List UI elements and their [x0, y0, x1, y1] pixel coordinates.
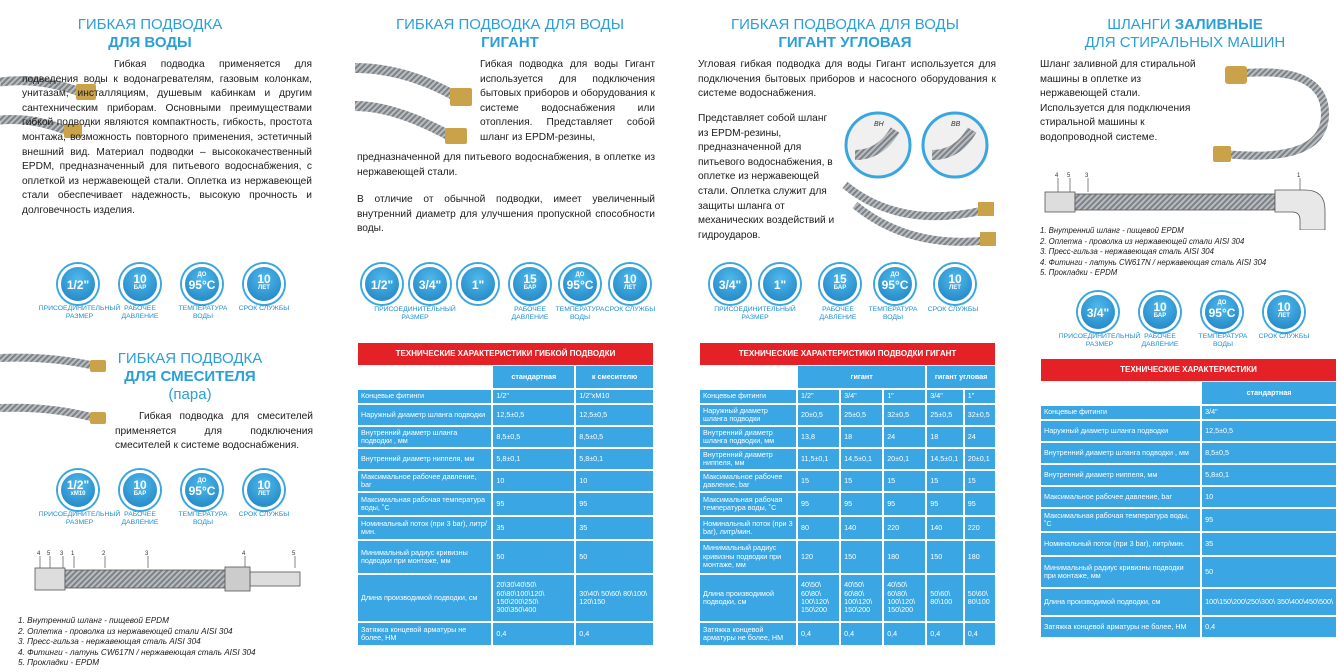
- table-cell: 35: [1202, 533, 1336, 555]
- table-cell: 15: [884, 471, 925, 491]
- table-row: [358, 541, 653, 573]
- svg-text:5: 5: [47, 551, 51, 557]
- col4-legend-item: 1. Внутренний шланг - пищевой EPDM: [1040, 226, 1184, 235]
- table-cell: 25±0,5: [841, 405, 882, 425]
- table-cell: 3/4": [841, 390, 882, 403]
- badge: [458, 264, 498, 304]
- table-cell: 5,8±0,1: [493, 449, 574, 469]
- table-row-label: Минимальный радиус кривизны подводки при монтаже, мм: [700, 541, 796, 573]
- table-cell: 15: [965, 471, 995, 491]
- badge-unit: ЛЕТ: [258, 491, 270, 497]
- svg-text:1: 1: [1297, 173, 1301, 179]
- col3-description2: Представляет собой шланг из EPDM-резины, предназначенной для питьевого водоснабжения, в оплетке из нержавеющей стали. Оплетка служит для защиты шланга от механических воздействий и гидроударов.: [698, 113, 835, 241]
- col4-description: Шланг заливной для стиральной машины в оплетке из нержавеющей стали. Используется для подключения стиральной машины к водопроводной системе.: [1040, 59, 1196, 143]
- badge-value: 1/2": [66, 278, 90, 292]
- table-cell: 40\50\ 60\80\ 100\120\ 150\200: [798, 575, 839, 621]
- img-label-vv: ВВ: [951, 121, 961, 128]
- table-cell: 95: [1202, 509, 1336, 531]
- badge-label: ПРИСОЕДИНИТЕЛЬНЫЙ РАЗМЕР: [38, 305, 121, 320]
- badge-value: 95°С: [1208, 306, 1236, 320]
- badge: [560, 264, 600, 304]
- table-cell: 140: [841, 517, 882, 539]
- table-cell: 0,4: [965, 623, 995, 645]
- table-row: [358, 575, 653, 621]
- table-row: [358, 449, 653, 469]
- table-row: [700, 575, 995, 621]
- col3-table-title: ТЕХНИЧЕСКИЕ ХАРАКТЕРИСТИКИ ПОДВОДКИ ГИГАНТ: [700, 343, 995, 365]
- badge-unit: ДО: [197, 272, 207, 278]
- table-row: [358, 623, 653, 645]
- table-row-label: Номинальный поток (при 3 bar), литр/мин.: [700, 517, 796, 539]
- col1-legend-item: 2. Оплетка - проволка из нержавеющей стали AISI 304: [18, 626, 233, 636]
- col4-table-title: ТЕХНИЧЕСКИЕ ХАРАКТЕРИСТИКИ: [1041, 359, 1336, 381]
- table-header-cell: [358, 366, 491, 388]
- col2-table-title: ТЕХНИЧЕСКИЕ ХАРАКТЕРИСТИКИ ГИБКОЙ ПОДВОДКИ: [358, 343, 653, 365]
- badge-label: СРОК СЛУЖБЫ: [238, 511, 290, 518]
- table-row: [700, 449, 995, 469]
- badge-unit: ДО: [1217, 300, 1227, 306]
- badge: [182, 264, 222, 304]
- table-cell: 11,5±0,1: [798, 449, 839, 469]
- hose-image-angle: [840, 110, 1000, 260]
- badge-label: ПРИСОЕДИНИТЕЛЬНЫЙ РАЗМЕР: [374, 306, 456, 321]
- table-row: [700, 390, 995, 403]
- table-row-label: Максимальное рабочее давление, bar: [358, 471, 491, 491]
- table-row-label: Номинальный поток (при 3 bar), литр/мин.: [358, 517, 491, 539]
- col4-legend-item: 3. Пресс-гильза - нержавеющая сталь AISI 304: [1040, 247, 1214, 257]
- table-cell: 24: [965, 427, 995, 447]
- badge-unit: ЛЕТ: [949, 285, 961, 291]
- hose-image-mixer: [0, 346, 110, 446]
- badge-label: СРОК СЛУЖБЫ: [238, 305, 290, 312]
- badge-label: СРОК СЛУЖБЫ: [927, 306, 979, 313]
- svg-text:4: 4: [242, 551, 246, 557]
- badge: [610, 264, 650, 304]
- col1-legend: [18, 616, 318, 669]
- table-cell: 15: [798, 471, 839, 491]
- svg-text:5: 5: [292, 551, 296, 557]
- table-cell: 50: [493, 541, 574, 573]
- table-cell: 50: [1202, 557, 1336, 587]
- table-cell: 10: [576, 471, 653, 491]
- badge-label: РАБОЧЕЕ ДАВЛЕНИЕ: [819, 306, 857, 321]
- table-row: [358, 493, 653, 515]
- table-cell: 35: [493, 517, 574, 539]
- table-cell: 95: [965, 493, 995, 515]
- table-cell: 50: [576, 541, 653, 573]
- col2-title: [370, 16, 650, 52]
- table-cell: 20±0,1: [965, 449, 995, 469]
- table-cell: 50\60\ 80\100: [927, 575, 963, 621]
- table-row-label: Затяжка концевой арматуры не более, НМ: [358, 623, 491, 645]
- table-header-cell: [1041, 382, 1200, 404]
- table-cell: 95: [841, 493, 882, 515]
- svg-text:3: 3: [145, 551, 149, 557]
- table-header-row: [358, 366, 653, 388]
- hose-cross-section-col4: [1040, 170, 1338, 230]
- badge: [1140, 292, 1180, 332]
- table-header-cell: [700, 366, 796, 388]
- table-header-cell: к смесителю: [576, 366, 653, 388]
- table-row: [1041, 509, 1336, 531]
- table-cell: 180: [884, 541, 925, 573]
- col2-description3: В отличие от обычной подводки, имеет увеличенный внутренний диаметр для улучшения пропускной способности воды.: [357, 194, 655, 235]
- badge: [244, 470, 284, 510]
- table-cell: 1": [884, 390, 925, 403]
- table-row-label: Максимальное рабочее давление, bar: [700, 471, 796, 491]
- col4-spec-table: [1039, 380, 1338, 639]
- svg-text:4: 4: [1055, 173, 1059, 179]
- col4-legend: [1040, 226, 1330, 279]
- table-row: [700, 471, 995, 491]
- table-row-label: Максимальная рабочая температура воды, ˚С: [358, 493, 491, 515]
- col3-title-line2: ГИГАНТ УГЛОВАЯ: [778, 34, 912, 51]
- table-row: [700, 623, 995, 645]
- table-cell: 35: [576, 517, 653, 539]
- table-row: [1041, 421, 1336, 441]
- img-label-vn: ВН: [874, 121, 884, 128]
- table-cell: 100\150\200\250\300\ 350\400\450\500\: [1202, 589, 1336, 615]
- badge: [120, 470, 160, 510]
- table-row: [358, 427, 653, 447]
- badge-unit: БАР: [133, 491, 147, 497]
- col2-spec-table: [356, 364, 655, 647]
- table-cell: 5,8±0,1: [1202, 465, 1336, 485]
- badge-value: 3/4": [418, 278, 442, 292]
- badge: [1202, 292, 1242, 332]
- table-row-label: Длина производимой подводки, см: [1041, 589, 1200, 615]
- col3-title: [700, 16, 990, 52]
- table-row-label: Внутренний диаметр шланга подводки, мм: [700, 427, 796, 447]
- table-row: [700, 427, 995, 447]
- table-cell: 12,5±0,5: [576, 405, 653, 425]
- col4-title-word: ШЛАНГИ: [1107, 16, 1171, 33]
- badge-label: РАБОЧЕЕ ДАВЛЕНИЕ: [511, 306, 549, 321]
- col4-title-line1: [1060, 16, 1310, 34]
- table-cell: 20±0,1: [884, 449, 925, 469]
- table-cell: 120: [798, 541, 839, 573]
- badge: [182, 470, 222, 510]
- table-cell: 0,4: [798, 623, 839, 645]
- badge-label: ТЕМПЕРАТУРА ВОДЫ: [868, 306, 918, 321]
- badge-unit: БАР: [833, 285, 847, 291]
- badge-value: 95°С: [188, 278, 216, 292]
- badge-label: ТЕМПЕРАТУРА ВОДЫ: [1198, 333, 1248, 348]
- table-cell: 12,5±0,5: [493, 405, 574, 425]
- table-row-label: Минимальный радиус кривизны подводки при монтаже, мм: [358, 541, 491, 573]
- table-cell: 15: [841, 471, 882, 491]
- table-cell: 8,5±0,5: [576, 427, 653, 447]
- table-row: [1041, 533, 1336, 555]
- badge-value: 95°С: [188, 484, 216, 498]
- table-row-label: Затяжка концевой арматуры не более, НМ: [1041, 617, 1200, 637]
- badge-value: 15: [833, 272, 847, 286]
- badge: [58, 470, 98, 510]
- table-cell: 24: [884, 427, 925, 447]
- table-header-cell: стандартная: [493, 366, 574, 388]
- badge-label: СРОК СЛУЖБЫ: [1258, 333, 1310, 340]
- badge-label: СРОК СЛУЖБЫ: [604, 306, 656, 313]
- table-cell: 18: [927, 427, 963, 447]
- badge-value: 3/4": [718, 278, 742, 292]
- col1-legend-item: 1. Внутренний шланг - пищевой EPDM: [18, 616, 169, 625]
- col3-spec-table: [698, 364, 997, 647]
- badge-unit: ДО: [575, 272, 585, 278]
- hose-image-col2: [355, 56, 475, 146]
- table-cell: 40\50\ 60\80\ 100\120\ 150\200: [841, 575, 882, 621]
- table-row-label: Наружный диаметр шланга подводки: [358, 405, 491, 425]
- col1-title2-line1: ГИБКАЯ ПОДВОДКА: [117, 350, 263, 367]
- col4-legend-item: 5. Прокладки - EPDM: [1040, 268, 1118, 278]
- hose-image-washer: [1195, 54, 1335, 174]
- table-cell: 0,4: [493, 623, 574, 645]
- badge-unit: БАР: [133, 285, 147, 291]
- col2-title-line2: ГИГАНТ: [481, 34, 539, 51]
- badge-value: 10: [257, 272, 271, 286]
- svg-text:3: 3: [1085, 173, 1089, 179]
- badge-value: 10: [133, 272, 147, 286]
- table-cell: 20±0,5: [798, 405, 839, 425]
- col1-legend-item: 5. Прокладки - EPDM: [18, 658, 100, 668]
- badge-value: 1": [773, 278, 787, 292]
- table-cell: 3/4": [1202, 406, 1336, 419]
- badge: [362, 264, 402, 304]
- badge-value: 1/2": [66, 478, 90, 492]
- svg-text:2: 2: [102, 551, 106, 557]
- badge-value: 95°С: [881, 278, 909, 292]
- badge: [58, 264, 98, 304]
- table-header-row: [700, 366, 995, 388]
- table-cell: 20\30\40\50\ 60\80\100\120\ 150\200\250\ 300\350\400: [493, 575, 574, 621]
- table-row-label: Внутренний диаметр ниппеля, мм: [700, 449, 796, 469]
- table-cell: 1/2": [493, 390, 574, 403]
- col1-title: [40, 16, 260, 52]
- badge-unit: БАР: [523, 285, 537, 291]
- table-row-label: Длина производимой подводки, см: [700, 575, 796, 621]
- table-cell: 50\60\ 80\100: [965, 575, 995, 621]
- table-cell: 0,4: [841, 623, 882, 645]
- table-header-cell: гигант: [798, 366, 925, 388]
- col2-title-line1: ГИБКАЯ ПОДВОДКА ДЛЯ ВОДЫ: [396, 16, 624, 33]
- badge-label: РАБОЧЕЕ ДАВЛЕНИЕ: [1141, 333, 1179, 348]
- badge: [935, 264, 975, 304]
- table-row: [700, 517, 995, 539]
- table-row: [700, 405, 995, 425]
- table-cell: 80: [798, 517, 839, 539]
- table-row: [358, 405, 653, 425]
- table-cell: 150: [927, 541, 963, 573]
- table-cell: 1/2"xM10: [576, 390, 653, 403]
- table-row-label: Внутренний диаметр шланга подводки , мм: [358, 427, 491, 447]
- badge-value: 10: [948, 272, 962, 286]
- table-row-label: Длина производимой подводки, см: [358, 575, 491, 621]
- col2-description2: предназначенной для питьевого водоснабжения, в оплетке из нержавеющей стали.: [357, 152, 655, 178]
- badge-label: РАБОЧЕЕ ДАВЛЕНИЕ: [121, 511, 159, 526]
- badge-unit: ЛЕТ: [624, 285, 636, 291]
- table-row: [700, 493, 995, 515]
- table-cell: 1": [965, 390, 995, 403]
- table-cell: 180: [965, 541, 995, 573]
- table-row-label: Внутренний диаметр ниппеля, мм: [358, 449, 491, 469]
- table-row-label: Максимальная рабочая температура воды, ˚С: [1041, 509, 1200, 531]
- table-cell: 15: [927, 471, 963, 491]
- badge: [120, 264, 160, 304]
- table-row: [1041, 465, 1336, 485]
- table-row: [1041, 617, 1336, 637]
- col4-title-line2: ДЛЯ СТИРАЛЬНЫХ МАШИН: [1084, 34, 1286, 51]
- col4-title-bold: ЗАЛИВНЫЕ: [1174, 16, 1263, 33]
- table-cell: 95: [576, 493, 653, 515]
- badge: [1264, 292, 1304, 332]
- badge: [510, 264, 550, 304]
- table-row-label: Максимальная рабочая температура воды, ˚С: [700, 493, 796, 515]
- badge-unit: БАР: [1153, 313, 1167, 319]
- svg-text:3: 3: [60, 551, 64, 557]
- table-cell: 12,5±0,5: [1202, 421, 1336, 441]
- table-row-label: Внутренний диаметр ниппеля, мм: [1041, 465, 1200, 485]
- badge-value: 10: [133, 478, 147, 492]
- table-row-label: Наружный диаметр шланга подводки: [1041, 421, 1200, 441]
- table-cell: 30\40\ 50\60\ 80\100\ 120\150: [576, 575, 653, 621]
- table-cell: 3/4": [927, 390, 963, 403]
- table-cell: 13,8: [798, 427, 839, 447]
- table-row-label: Номинальный поток (при 3 bar), литр/мин.: [1041, 533, 1200, 555]
- badge-value: 3/4": [1086, 306, 1110, 320]
- table-row: [1041, 557, 1336, 587]
- badge-label: ТЕМПЕРАТУРА ВОДЫ: [178, 305, 228, 320]
- badge-value: 95°С: [566, 278, 594, 292]
- table-cell: 140: [927, 517, 963, 539]
- col1-legend-item: 3. Пресс-гильза - нержавеющая сталь AISI 304: [18, 637, 201, 647]
- col2-description1: Гибкая подводка для воды Гигант используется для подключения бытовых приборов и оборудования к системе водоснабжения или отопления. Представляет собой шланг из EPDM-резины,: [480, 59, 655, 143]
- table-cell: 95: [493, 493, 574, 515]
- table-cell: 95: [884, 493, 925, 515]
- table-row: [1041, 487, 1336, 507]
- col4-title: [1060, 16, 1310, 52]
- badge-value: 10: [623, 272, 637, 286]
- badge-unit: ЛЕТ: [1278, 313, 1290, 319]
- col3-title-line1: ГИБКАЯ ПОДВОДКА ДЛЯ ВОДЫ: [731, 16, 959, 33]
- badge-value: 15: [523, 272, 537, 286]
- table-row: [1041, 406, 1336, 419]
- badge-value: 10: [257, 478, 271, 492]
- table-cell: 95: [927, 493, 963, 515]
- table-header-cell: гигант угловая: [927, 366, 995, 388]
- table-row-label: Внутренний диаметр шланга подводки , мм: [1041, 443, 1200, 463]
- col1-title2: [90, 350, 290, 404]
- col1-description2: Гибкая подводка для смесителей применяется для подключения смесителей к системе водоснабжения.: [115, 411, 313, 452]
- col4-legend-item: 2. Оплетка - проволка из нержавеющей стали AISI 304: [1040, 236, 1245, 246]
- table-cell: 0,4: [1202, 617, 1336, 637]
- table-cell: 25±0,5: [927, 405, 963, 425]
- badge-unit: ДО: [197, 478, 207, 484]
- table-cell: 5,8±0,1: [576, 449, 653, 469]
- table-cell: 32±0,5: [884, 405, 925, 425]
- table-row: [700, 541, 995, 573]
- col1-title-line2: ДЛЯ ВОДЫ: [108, 34, 192, 51]
- badge: [710, 264, 750, 304]
- table-row-label: Концевые фитинги: [700, 390, 796, 403]
- table-row-label: Затяжка концевой арматуры не более, НМ: [700, 623, 796, 645]
- table-row: [358, 390, 653, 403]
- col4-legend-item: 4. Фитинги - латунь CW617N / нержавеющая сталь AISI 304: [1040, 257, 1267, 267]
- table-cell: 0,4: [927, 623, 963, 645]
- col1-title2-line3: (пара): [168, 386, 212, 403]
- table-cell: 10: [493, 471, 574, 491]
- col3-description1: Угловая гибкая подводка для воды Гигант используется для подключения бытовых приборов и насосного оборудования к системе водоснабжения.: [698, 59, 996, 100]
- badge: [820, 264, 860, 304]
- badge-value: 10: [1153, 300, 1167, 314]
- badge: [1078, 292, 1118, 332]
- table-row-label: Наружный диаметр шланга подводки: [700, 405, 796, 425]
- table-row: [358, 471, 653, 491]
- badge-value: 1/2": [370, 278, 394, 292]
- svg-text:4: 4: [37, 551, 41, 557]
- table-cell: 32±0,5: [965, 405, 995, 425]
- badge: [760, 264, 800, 304]
- col1-title2-line2: ДЛЯ СМЕСИТЕЛЯ: [124, 368, 256, 385]
- table-cell: 14,5±0,1: [841, 449, 882, 469]
- badge: [410, 264, 450, 304]
- table-cell: 40\50\ 60\80\ 100\120\ 150\200: [884, 575, 925, 621]
- table-cell: 8,5±0,5: [1202, 443, 1336, 463]
- badge-unit: xM10: [70, 491, 86, 497]
- table-cell: 95: [798, 493, 839, 515]
- table-cell: 0,4: [884, 623, 925, 645]
- table-row-label: Максимальное рабочее давление, bar: [1041, 487, 1200, 507]
- svg-text:1: 1: [71, 551, 75, 557]
- table-cell: 150: [841, 541, 882, 573]
- badge-label: ПРИСОЕДИНИТЕЛЬНЫЙ РАЗМЕР: [38, 511, 121, 526]
- table-cell: 10: [1202, 487, 1336, 507]
- badge-value: 1": [471, 278, 485, 292]
- badge-label: ТЕМПЕРАТУРА ВОДЫ: [178, 511, 228, 526]
- badge-unit: ДО: [890, 272, 900, 278]
- badge-label: РАБОЧЕЕ ДАВЛЕНИЕ: [121, 305, 159, 320]
- badge-label: ПРИСОЕДИНИТЕЛЬНЫЙ РАЗМЕР: [1058, 333, 1141, 348]
- badge-value: 10: [1277, 300, 1291, 314]
- col1-title-line1: ГИБКАЯ ПОДВОДКА: [77, 16, 223, 33]
- table-row: [1041, 589, 1336, 615]
- col1-description: Гибкая подводка применяется для подведения воды к водонагревателям, газовым колонкам, унитазам, инсталляциям, душевым кабинкам и другим сантехническим приборам. Основными преимуществами гибкой подводки являются компактность, гибкость, простота монтажа, возможность повторного применения, эстетичный внешний вид. Материал подводки – высококачественный EPDM, предназначенный для питьевого водоснабжения, с оплеткой из нержавеющей стали. Оплетка из нержавеющей стали обеспечивает надежность, высокую прочность и долговечность изделия.: [22, 59, 312, 216]
- table-row-label: Концевые фитинги: [358, 390, 491, 403]
- col1-legend-item: 4. Фитинги - латунь CW617N / нержавеющая сталь AISI 304: [18, 647, 256, 657]
- table-cell: 8,5±0,5: [493, 427, 574, 447]
- badge-label: ТЕМПЕРАТУРА ВОДЫ: [555, 306, 605, 321]
- badge-label: ПРИСОЕДИНИТЕЛЬНЫЙ РАЗМЕР: [714, 306, 796, 321]
- table-cell: 18: [841, 427, 882, 447]
- badge: [244, 264, 284, 304]
- table-cell: 1/2": [798, 390, 839, 403]
- table-row-label: Минимальный радиус кривизны подводки при монтаже, мм: [1041, 557, 1200, 587]
- hose-cross-section-col1: [30, 548, 330, 598]
- table-row: [358, 517, 653, 539]
- table-cell: 14,5±0,1: [927, 449, 963, 469]
- table-row: [1041, 443, 1336, 463]
- badge: [875, 264, 915, 304]
- svg-text:5: 5: [1067, 173, 1071, 179]
- table-header-cell: стандартная: [1202, 382, 1336, 404]
- table-cell: 220: [965, 517, 995, 539]
- table-header-row: [1041, 382, 1336, 404]
- table-cell: 220: [884, 517, 925, 539]
- badge-unit: ЛЕТ: [258, 285, 270, 291]
- table-row-label: Концевые фитинги: [1041, 406, 1200, 419]
- table-cell: 0,4: [576, 623, 653, 645]
